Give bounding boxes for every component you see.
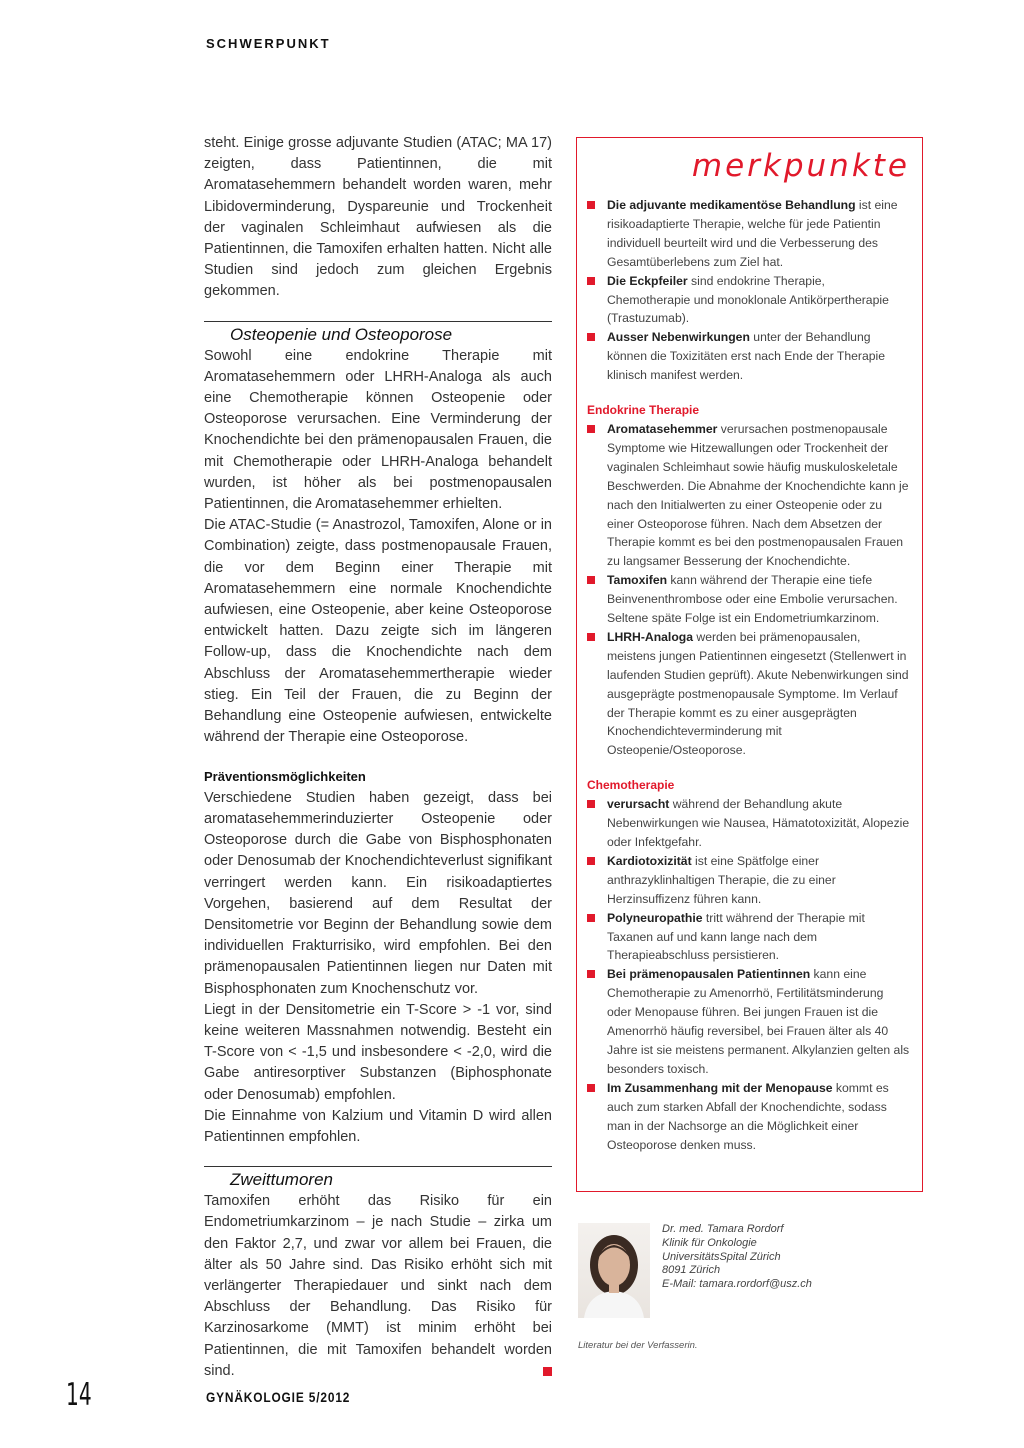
bullet-square-icon [587, 970, 595, 978]
bullet-bold-lead: Im Zusammenhang mit der Menopause [607, 1080, 833, 1095]
bullet-text: verursachen postmenopausale Symptome wie Hitzewallungen oder Trockenheit der vaginalen Schleimhaut sowie häufig muskuloskeletale Beschwerden. Die Abnahme der Knochendichte kann je nach den Initialwerten zu einer Osteopenie oder zu einer Osteoporose führen. Nach dem Absetzen der Therapie kommt es bei den postmenopausalen Frauen zu langsamer Besserung der Knochendichte. [607, 421, 909, 569]
zweittumoren-text: Tamoxifen erhöht das Risiko für ein Endometriumkarzinom – je nach Studie – zirka um den Faktor 2,7, und zwar vor allem bei Frauen, die älter als 50 Jahre sind. Das Risiko erhöht sich mit verlängerter Therapiedauer und sinkt nach dem Abschluss der Behandlung. Das Risiko für Karzinosarkome (MMT) ist minim erhöht bei Patientinnen, die mit Tamoxifen behandelt worden sind. [204, 1193, 552, 1379]
bullet-bold-lead: Aromatasehemmer [607, 421, 718, 436]
merkpunkte-general-list [587, 196, 910, 385]
bullet-square-icon [587, 914, 595, 922]
bullet-bold-lead: Tamoxifen [607, 573, 668, 588]
general-bullet-item [587, 196, 910, 272]
main-column [204, 133, 552, 1382]
praevention-paragraph-2: Liegt in der Densitometrie ein T-Score > -1 vor, sind keine weiteren Massnahmen notwendig. Besteht ein T-Score von < -1,5 und insbesondere < -2,0, wird die Gabe antiresorptiver Substanzen (Biphosphonate oder Denosumab) empfohlen. [204, 1001, 552, 1103]
author-name: Dr. med. Tamara Rordorf [662, 1223, 784, 1235]
author-hospital: UniversitätsSpital Zürich [662, 1250, 781, 1263]
bullet-bold-lead: Bei prämenopausalen Patientinnen [607, 967, 811, 982]
bullet-square-icon [587, 201, 595, 209]
praevention-heading: Präventionsmöglichkeiten [204, 769, 366, 785]
chemo-bullet-item [587, 852, 910, 909]
bullet-text: kann eine Chemotherapie zu Amenorrhö, Fertilitätsminderung oder Menopause führen. Bei jungen Frauen ist die Amenorrhö häufig reversibel, bei Frauen älter als 40 Jahre ist sie meistens permanent. Alkylanzien gelten als besonders toxisch. [607, 967, 910, 1076]
bullet-square-icon [587, 277, 595, 285]
bullet-text: kann während der Therapie eine tiefe Beinvenenthrombose oder eine Embolie verursachen. Seltene späte Folge ist ein Endometriumkarzinom. [607, 573, 898, 626]
endokrin-title: Endokrine Therapie [587, 403, 700, 418]
bullet-bold-lead: Kardiotoxizität [607, 853, 692, 868]
bullet-square-icon [587, 1084, 595, 1092]
journal-name: GYNÄKOLOGIE 5/2012 [206, 1389, 351, 1405]
osteo-paragraph-2: Die ATAC-Studie (= Anastrozol, Tamoxifen, Alone or in Combination) zeigte, dass postmenopausale Frauen, die vor dem Beginn einer Therapie mit Aromatasehemmern eine normale Knochendichte aufwiesen, eine Osteopenie, aber keine Osteoporose entwickelt hatten. Dazu zeigte sich im längeren Follow-up, dass die Knochendichte nach dem Abschluss der Aromatasehemmertherapie wieder stieg. Ein Teil der Frauen, die zu Beginn der Behandlung eine Osteopenie aufwiesen, entwickelte während der Therapie eine Osteoporose. [204, 517, 552, 746]
osteo-heading: Osteopenie und Osteoporose [230, 324, 453, 344]
endokrin-bullet-item [587, 628, 910, 760]
bullet-text: ist eine risikoadaptierte Therapie, welche für jede Patientin individuell beurteilt wird und die Verbesserung des Gesamtüberlebens zum Ziel hat. [607, 198, 898, 269]
bullet-square-icon [587, 800, 595, 808]
bullet-text: kommt es auch zum starken Abfall der Knochendichte, sodass man in der Nachsorge an die Möglichkeit einer Osteoporose denken muss. [607, 1080, 889, 1152]
bullet-text: werden bei prämenopausalen, meistens jungen Patientinnen eingesetzt (Stellenwert in laufenden Studien geprüft). Akute Nebenwirkungen sind ausgeprägte postmenopausale Symptome. Im Verlauf der Therapie kommt es zu einer ausgeprägten Knochendichteverminderung mit Osteopenie/Osteoporose. [607, 629, 909, 758]
bullet-bold-lead: Polyneuropathie [607, 910, 703, 925]
bullet-text: unter der Behandlung können die Toxizitäten erst nach Ende der Therapie klinisch manifest werden. [607, 330, 886, 383]
literatur-note: Literatur bei der Verfasserin. [578, 1340, 698, 1351]
chemo-bullet-item [587, 1079, 910, 1155]
bullet-square-icon [587, 633, 595, 641]
bullet-square-icon [587, 333, 595, 341]
page-number: 14 [66, 1377, 92, 1413]
zweittumoren-heading: Zweittumoren [230, 1170, 333, 1190]
bullet-bold-lead: verursacht [607, 797, 670, 812]
chemo-bullet-item [587, 965, 910, 1078]
bullet-text: sind endokrine Therapie, Chemotherapie und monoklonale Antikörpertherapie (Trastuzumab). [607, 273, 889, 326]
bullet-square-icon [587, 576, 595, 584]
author-clinic: Klinik für Onkologie [662, 1236, 757, 1249]
osteo-paragraph-1: Sowohl eine endokrine Therapie mit Aromatasehemmern oder LHRH-Analoga als auch eine Chemotherapie können Osteopenie oder Osteoporose verursachen. Eine Verminderung der Knochendichte bei den prämenopausalen Frauen, die mit Chemotherapie oder LHRH-Analoga behandelt wurden, ist höher als bei postmenopausalen Patientinnen, die Aromatasehemmer erhielten. [204, 347, 552, 513]
chemo-bullet-item [587, 795, 910, 852]
bullet-text: während der Behandlung akute Nebenwirkungen wie Nausea, Hämatotoxizität, Alopezie oder Infektgefahr. [607, 797, 910, 849]
author-photo [578, 1223, 650, 1318]
bullet-square-icon [587, 425, 595, 433]
bullet-bold-lead: Die adjuvante medikamentöse Behandlung [607, 198, 856, 212]
merkpunkte-title: merkpunkte [691, 148, 910, 184]
chemo-list [587, 795, 910, 1154]
author-info [662, 1223, 922, 1292]
bullet-text: ist eine Spätfolge einer anthrazyklinhaltigen Therapie, die zu einer Herzinsuffizenz führen kann. [607, 853, 836, 906]
zweittumoren-paragraph [204, 1191, 552, 1382]
author-city: 8091 Zürich [662, 1264, 721, 1277]
endokrin-bullet-item [587, 571, 910, 628]
bullet-bold-lead: Ausser Nebenwirkungen [607, 330, 750, 345]
general-bullet-item [587, 328, 910, 385]
endokrin-list [587, 420, 910, 760]
section-divider [204, 321, 552, 322]
merkpunkte-box [576, 137, 923, 1192]
bullet-text: tritt während der Therapie mit Taxanen auf und kann lange nach dem Therapieabschluss persistieren. [607, 910, 865, 963]
chemo-title: Chemotherapie [587, 778, 675, 793]
bullet-square-icon [587, 857, 595, 865]
intro-paragraph: steht. Einige grosse adjuvante Studien (ATAC; MA 17) zeigten, dass Patientinnen, die mit Aromatasehemmern behandelt worden waren, mehr Libidoverminderung, Dyspareunie und Trockenheit der vaginalen Schleimhaut aufwiesen als die Patientinnen, die Tamoxifen erhalten hatten. Nicht alle Studien sind jedoch zum gleichen Ergebnis gekommen. [204, 135, 552, 300]
endokrin-bullet-item [587, 420, 910, 571]
chemo-bullet-item [587, 909, 910, 966]
section-divider [204, 1166, 552, 1167]
author-email[interactable]: E-Mail: tamara.rordorf@usz.ch [662, 1278, 812, 1291]
praevention-paragraph-3: Die Einnahme von Kalzium und Vitamin D wird allen Patientinnen empfohlen. [204, 1107, 552, 1145]
bullet-bold-lead: LHRH-Analoga [607, 629, 693, 644]
section-header: SCHWERPUNKT [206, 36, 331, 51]
general-bullet-item [587, 272, 910, 329]
end-of-article-mark [543, 1367, 552, 1376]
praevention-paragraph-1: Verschiedene Studien haben gezeigt, dass bei aromatasehemmerinduzierter Osteopenie oder Osteoporose durch die Gabe von Bisphosphonaten oder Denosumab der Knochendichteverlust signifikant verringert werden kann. Ein risikoadaptiertes Vorgehen, basierend auf dem Resultat der Densitometrie vor Beginn der Behandlung sowie dem individuellen Frakturrisiko, wird empfohlen. Bei den prämenopausalen Patientinnen liegen nur Daten mit Bisphosphonaten zum Knochenschutz vor. [204, 789, 552, 997]
bullet-bold-lead: Die Eckpfeiler [607, 273, 688, 288]
